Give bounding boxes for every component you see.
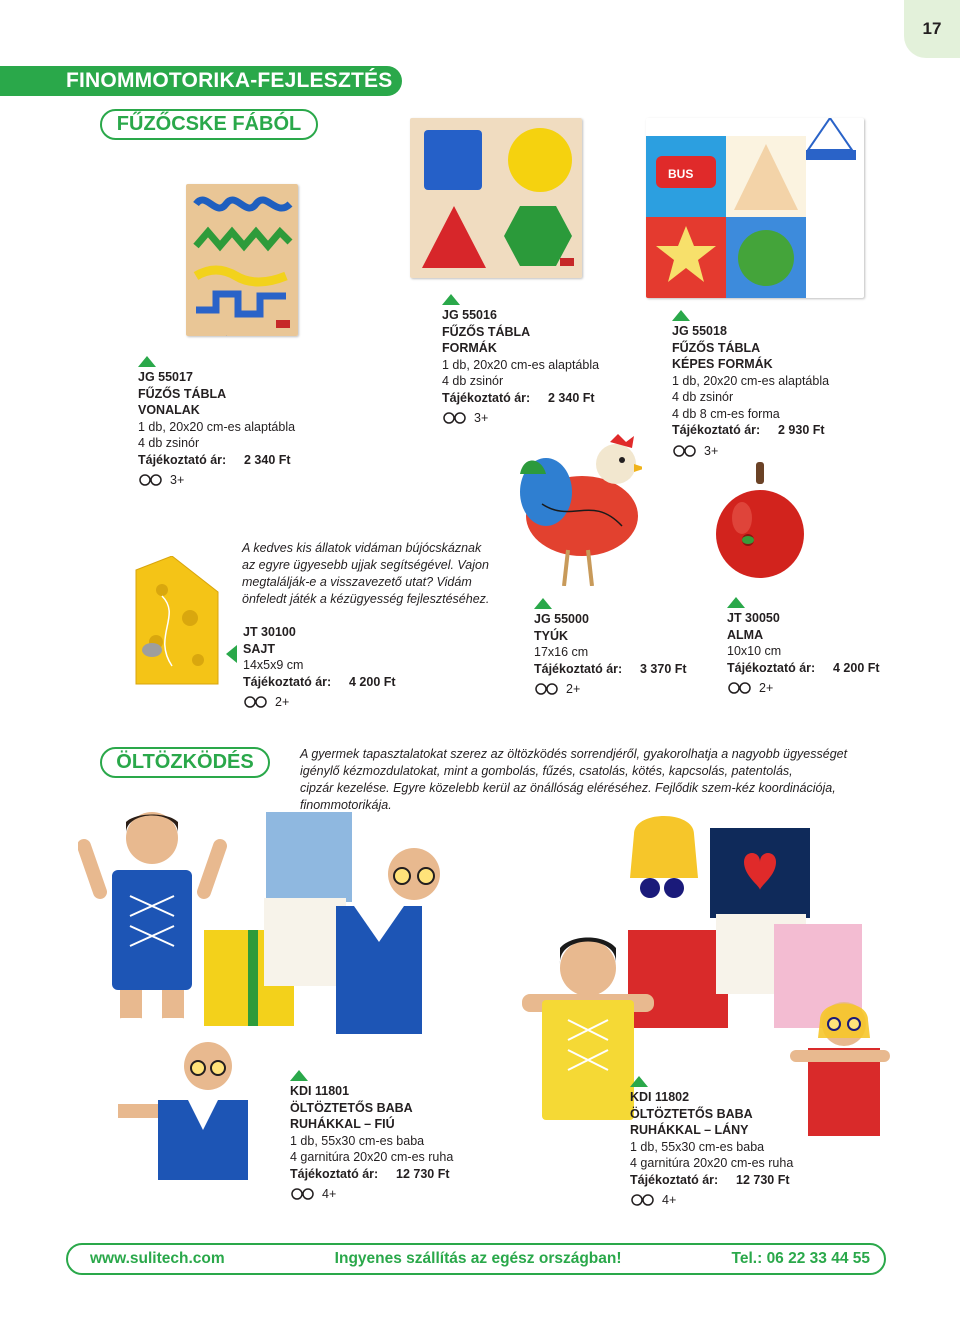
product-kdi-11802 xyxy=(630,1076,793,1209)
boy-doll-dressed-image xyxy=(98,1040,248,1210)
dressing-description xyxy=(300,746,847,814)
child-faces-icon xyxy=(630,1194,656,1206)
age-rating xyxy=(138,472,295,489)
price-row xyxy=(290,1166,453,1183)
product-spec: 1 db, 20x20 cm-es alaptábla xyxy=(442,357,600,372)
product-spec: 17x16 cm xyxy=(534,645,589,659)
price-row xyxy=(442,390,599,407)
product-jg-55018 xyxy=(672,310,829,459)
price-value: 2 340 Ft xyxy=(244,452,291,467)
footer-website-link[interactable]: www.sulitech.com xyxy=(90,1250,225,1267)
price-value: 2 930 Ft xyxy=(778,423,825,437)
subsection-dressing-label: ÖLTÖZKÖDÉS xyxy=(100,747,270,778)
product-spec: 4 db 8 cm-es forma xyxy=(672,406,780,421)
product-code: JT 30100 xyxy=(243,625,296,639)
price-value: 12 730 Ft xyxy=(736,1172,790,1187)
product-marker-icon xyxy=(534,598,552,609)
pointer-arrow-icon xyxy=(226,645,237,663)
product-code: JG 55000 xyxy=(534,612,589,626)
product-spec: 1 db, 20x20 cm-es alaptábla xyxy=(672,373,830,388)
section-title: FINOMMOTORIKA-FEJLESZTÉS xyxy=(0,66,402,96)
product-name-variant: FORMÁK xyxy=(442,341,497,355)
footer-phone: Tel.: 06 22 33 44 55 xyxy=(731,1250,870,1267)
footer-bar xyxy=(66,1243,886,1275)
dressing-description-line: A gyermek tapasztalatokat szerez az öltözködés sorrendjéről, gyakorolhatja a nagyobb ügyességet xyxy=(300,747,848,761)
product-spec: 1 db, 20x20 cm-es alaptábla xyxy=(138,419,296,434)
price-row xyxy=(534,661,687,678)
product-jg-55017 xyxy=(138,356,295,489)
age-rating xyxy=(534,681,687,698)
child-faces-icon xyxy=(138,474,164,486)
age-rating xyxy=(290,1186,453,1203)
child-faces-icon xyxy=(243,696,269,708)
price-label: Tájékoztató ár: xyxy=(534,661,623,676)
animals-description-line: az egyre ügyesebb ujjak segítségével. Vajon xyxy=(242,558,489,572)
price-value: 2 340 Ft xyxy=(548,390,595,405)
product-marker-icon xyxy=(672,310,690,321)
price-value: 4 200 Ft xyxy=(349,674,396,689)
age-rating xyxy=(442,410,599,427)
child-faces-icon xyxy=(442,412,468,424)
product-spec: 1 db, 55x30 cm-es baba xyxy=(630,1139,765,1154)
child-faces-icon xyxy=(727,682,753,694)
price-row xyxy=(672,422,829,439)
product-spec: 14x5x9 cm xyxy=(243,658,304,672)
price-value: 3 370 Ft xyxy=(640,661,687,676)
product-name-variant: KÉPES FORMÁK xyxy=(672,357,773,371)
product-code: KDI 11802 xyxy=(630,1090,690,1104)
product-jt-30100 xyxy=(243,624,396,711)
price-row xyxy=(630,1172,793,1189)
price-value: 12 730 Ft xyxy=(396,1166,450,1181)
price-label: Tájékoztató ár: xyxy=(727,660,816,675)
product-spec: 4 db zsinór xyxy=(672,390,734,404)
age-rating xyxy=(243,694,396,711)
product-code: KDI 11801 xyxy=(290,1084,350,1098)
age-rating xyxy=(727,680,880,697)
product-name-variant: RUHÁKKAL – FIÚ xyxy=(290,1117,395,1131)
product-code: JG 55017 xyxy=(138,370,193,384)
age-rating xyxy=(672,443,829,460)
product-code: JT 30050 xyxy=(727,611,780,625)
product-marker-icon xyxy=(727,597,745,608)
product-name: ÖLTÖZTETŐS BABA xyxy=(630,1106,753,1121)
product-spec: 4 garnitúra 20x20 cm-es ruha xyxy=(630,1156,794,1170)
product-spec: 4 db zsinór xyxy=(442,374,504,388)
price-label: Tájékoztató ár: xyxy=(672,423,761,437)
apple-toy-image xyxy=(712,462,808,580)
product-name: FŰZŐS TÁBLA xyxy=(442,324,531,339)
age-value: 2+ xyxy=(759,681,774,695)
age-value: 4+ xyxy=(322,1187,337,1201)
product-spec: 4 garnitúra 20x20 cm-es ruha xyxy=(290,1150,454,1164)
product-name: FŰZŐS TÁBLA xyxy=(138,386,227,401)
lacing-board-shapes-image xyxy=(410,118,582,278)
price-label: Tájékoztató ár: xyxy=(243,674,332,689)
product-name: ALMA xyxy=(727,627,764,642)
product-marker-icon xyxy=(442,294,460,305)
product-name: SAJT xyxy=(243,641,275,656)
bus-label: BUS xyxy=(668,167,694,181)
footer-shipping-note: Ingyenes szállítás az egész országban! xyxy=(334,1250,622,1267)
product-name: ÖLTÖZTETŐS BABA xyxy=(290,1100,413,1115)
animals-description xyxy=(242,540,489,608)
product-jt-30050 xyxy=(727,597,880,697)
animals-description-line: A kedves kis állatok vidáman bújócskáznak xyxy=(242,541,482,555)
dressing-description-line: cipzár kezelése. Egyre közelebb kerül az önállóság eléréséhez. Fejlődik szem-kéz koordinációja, xyxy=(300,781,836,795)
price-label: Tájékoztató ár: xyxy=(138,452,227,467)
price-value: 4 200 Ft xyxy=(833,660,880,675)
product-marker-icon xyxy=(630,1076,648,1087)
product-jg-55016 xyxy=(442,294,599,427)
product-code: JG 55016 xyxy=(442,308,497,322)
product-kdi-11801 xyxy=(290,1070,453,1203)
animals-description-line: megtalálják-e a visszavezető utat? Vidám xyxy=(242,575,472,589)
cheese-toy-image xyxy=(132,556,222,690)
product-name: FŰZŐS TÁBLA xyxy=(672,340,761,355)
dressing-description-line: igénylő kézmozdulatokat, mint a gombolás, fűzés, csatolás, kötés, kapcsolás, patentolás, xyxy=(300,764,793,778)
price-row xyxy=(243,674,396,691)
price-label: Tájékoztató ár: xyxy=(630,1172,719,1187)
product-jg-55000 xyxy=(534,598,687,698)
subsection-wood-label: FŰZŐCSKE FÁBÓL xyxy=(100,109,318,140)
product-spec: 10x10 cm xyxy=(727,644,782,658)
product-marker-icon xyxy=(138,356,156,367)
page-number: 17 xyxy=(904,0,960,58)
product-spec: 1 db, 55x30 cm-es baba xyxy=(290,1133,425,1148)
lacing-board-pictures-image xyxy=(646,118,864,298)
age-rating xyxy=(630,1192,793,1209)
child-faces-icon xyxy=(534,683,560,695)
age-value: 2+ xyxy=(566,682,581,696)
price-row xyxy=(138,452,295,469)
product-name: TYÚK xyxy=(534,628,569,643)
age-value: 2+ xyxy=(275,695,290,709)
dressing-description-line: finommotorikája. xyxy=(300,798,392,812)
child-faces-icon xyxy=(290,1188,316,1200)
boy-outfits-image xyxy=(204,812,444,1034)
product-name-variant: RUHÁKKAL – LÁNY xyxy=(630,1123,749,1137)
age-value: 3+ xyxy=(704,443,719,458)
age-value: 3+ xyxy=(170,473,185,487)
animals-description-line: önfeledt játék a kézügyesség fejlesztéséhez. xyxy=(242,592,490,606)
price-row xyxy=(727,660,880,677)
product-name-variant: VONALAK xyxy=(138,403,200,417)
product-marker-icon xyxy=(290,1070,308,1081)
girl-doll-dressed-image xyxy=(790,998,890,1148)
price-label: Tájékoztató ár: xyxy=(442,390,531,405)
child-faces-icon xyxy=(672,445,698,457)
age-value: 4+ xyxy=(662,1193,677,1207)
product-code: JG 55018 xyxy=(672,324,727,338)
product-spec: 4 db zsinór xyxy=(138,436,200,450)
price-label: Tájékoztató ár: xyxy=(290,1166,379,1181)
lacing-board-lines-image xyxy=(186,184,298,336)
age-value: 3+ xyxy=(474,411,489,425)
hen-toy-image xyxy=(512,434,642,586)
